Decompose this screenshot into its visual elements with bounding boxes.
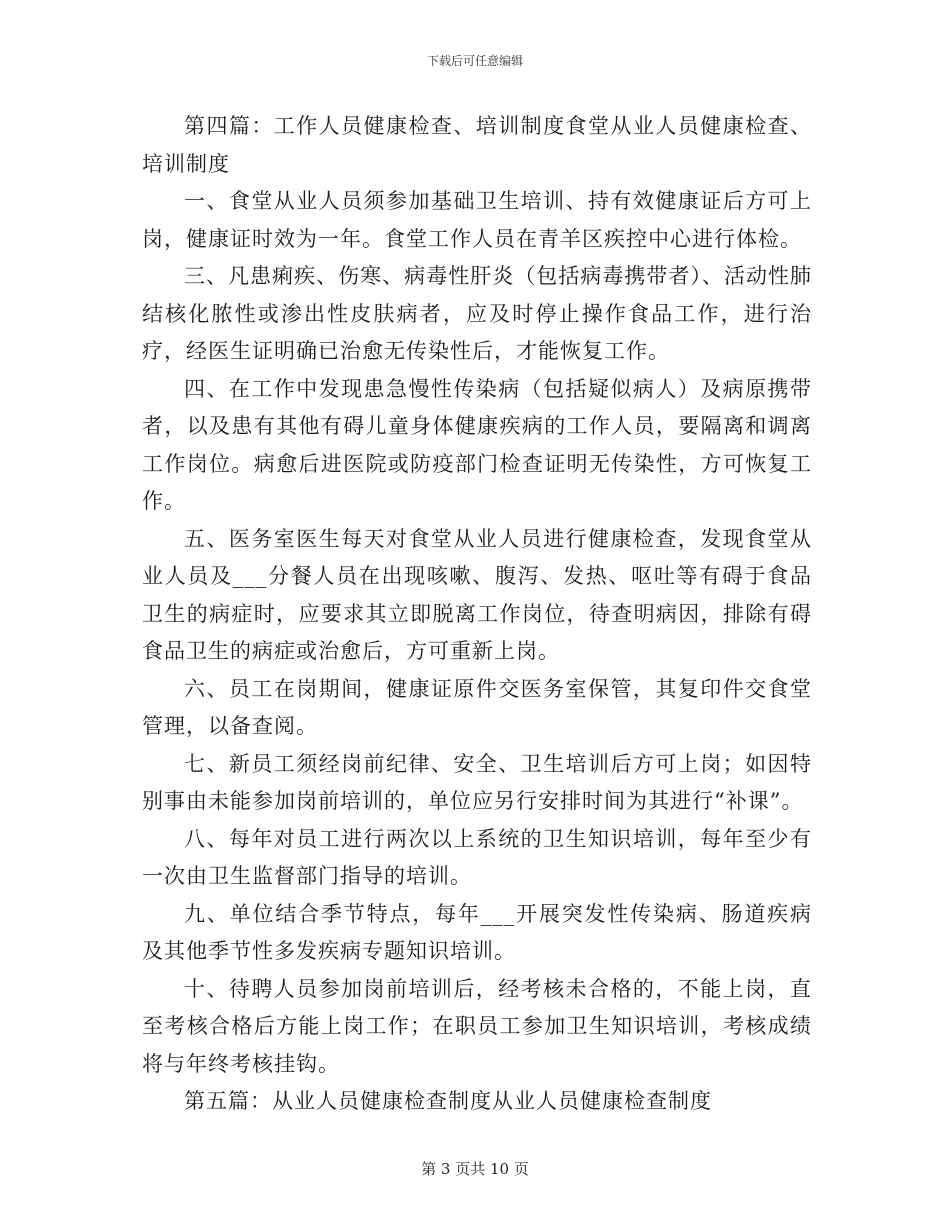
- paragraph-item-4: 四、在工作中发现患急慢性传染病（包括疑似病人）及病原携带者，以及患有其他有碍儿童身体健康疾病的工作人员，要隔离和调离工作岗位。病愈后进医院或防疫部门检查证明无传染性，方可恢复工作。: [142, 376, 812, 513]
- paragraph-item-1: 一、食堂从业人员须参加基础卫生培训、持有效健康证后方可上岗，健康证时效为一年。食堂工作人员在青羊区疾控中心进行体检。: [142, 189, 812, 251]
- paragraph-item-5: 五、医务室医生每天对食堂从业人员进行健康检查，发现食堂从业人员及___分餐人员在出现咳嗽、腹泻、发热、呕吐等有碍于食品卫生的病症时，应要求其立即脱离工作岗位，待查明病因，排除有碍食品卫生的病症或治愈后，方可重新上岗。: [142, 526, 812, 663]
- page-header-note: 下载后可任意编辑: [426, 54, 523, 68]
- paragraph-item-9: 九、单位结合季节特点，每年___开展突发性传染病、肠道疾病及其他季节性多发疾病专题知识培训。: [142, 901, 812, 963]
- page-number: 第 3 页共 10 页: [421, 1160, 529, 1178]
- paragraph-item-6: 六、员工在岗期间，健康证原件交医务室保管，其复印件交食堂管理，以备查阅。: [142, 676, 812, 738]
- paragraph-title-4: 第四篇：工作人员健康检查、培训制度食堂从业人员健康检查、培训制度: [142, 114, 812, 176]
- paragraph-item-8: 八、每年对员工进行两次以上系统的卫生知识培训，每年至少有一次由卫生监督部门指导的培训。: [142, 826, 812, 888]
- paragraph-item-3: 三、凡患痢疾、伤寒、病毒性肝炎（包括病毒携带者）、活动性肺结核化脓性或渗出性皮肤病者，应及时停止操作食品工作，进行治疗，经医生证明确已治愈无传染性后，才能恢复工作。: [142, 264, 812, 363]
- paragraph-title-5: 第五篇：从业人员健康检查制度从业人员健康检查制度: [184, 1089, 712, 1113]
- paragraph-item-7: 七、新员工须经岗前纪律、安全、卫生培训后方可上岗；如因特别事由未能参加岗前培训的，单位应另行安排时间为其进行“补课”。: [142, 751, 812, 813]
- paragraph-item-10: 十、待聘人员参加岗前培训后，经考核未合格的，不能上岗，直至考核合格后方能上岗工作；在职员工参加卫生知识培训，考核成绩将与年终考核挂钩。: [142, 976, 812, 1076]
- document-body: [142, 108, 812, 1121]
